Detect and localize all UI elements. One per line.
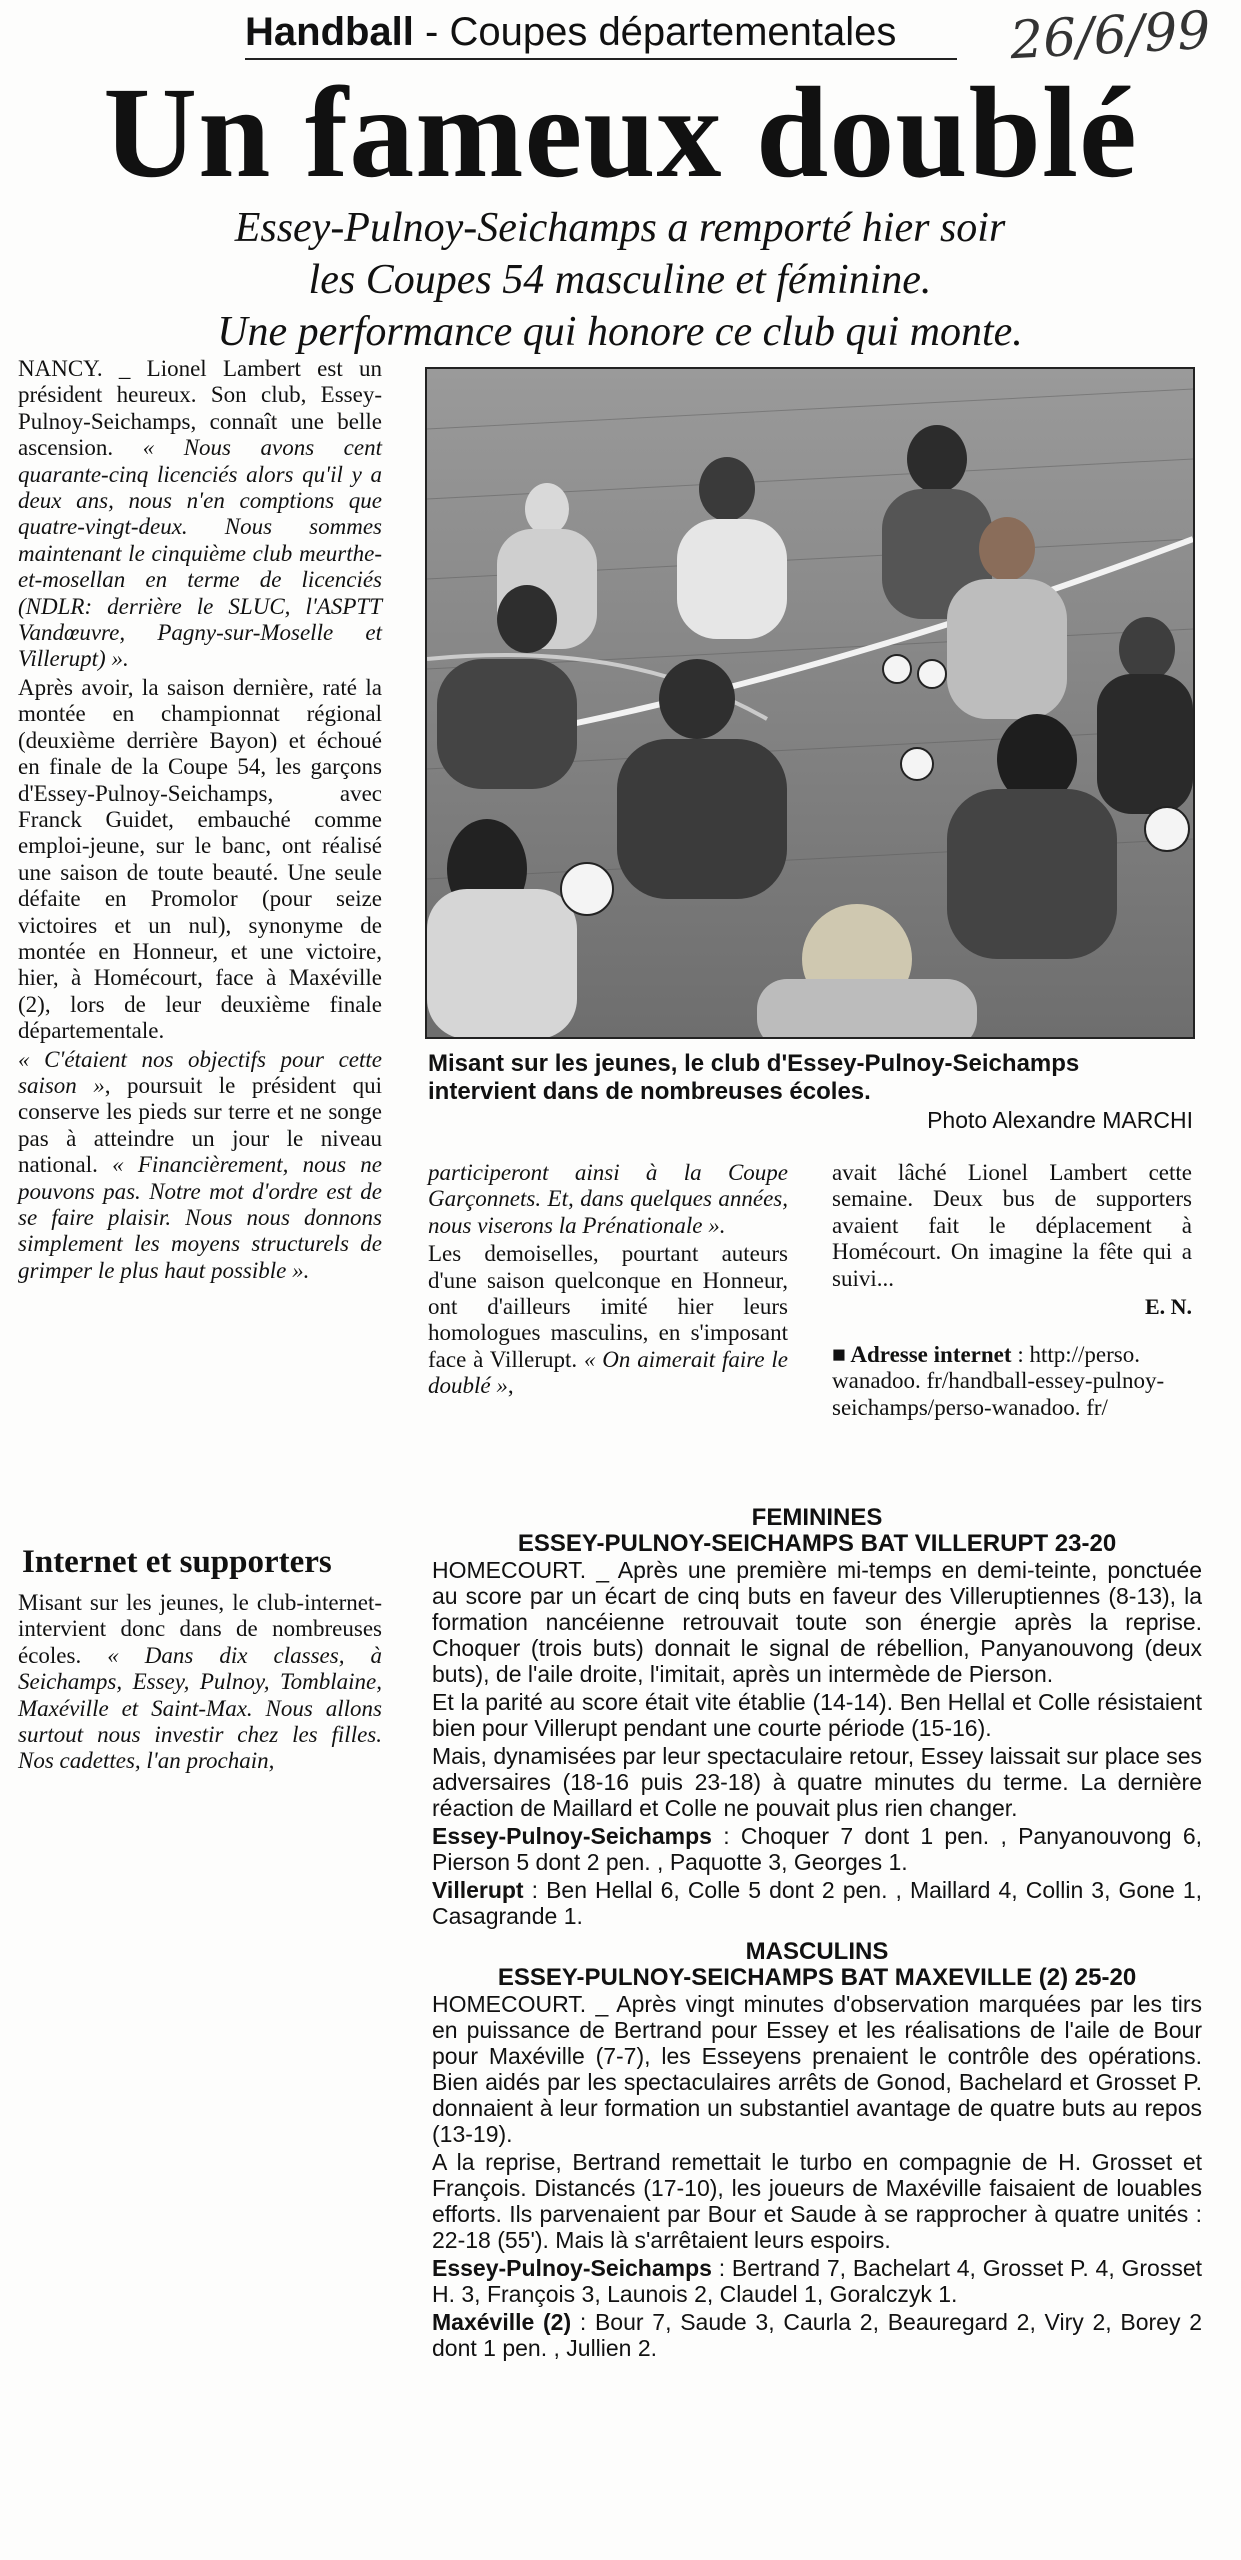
team-name: Maxéville (2) [432,2309,572,2335]
report-paragraph: HOMECOURT. _ Après vingt minutes d'observation marquées par les tirs en puissance de Bertrand pour Essey et les réalisations de l'aile de Bour pour Maxéville (7-7), les Esseyens prenaient le contrôle des opérations. Bien aidés par les spectaculaires arrêts de Gonod, Bachelard et Grosset P. donnaient à leur formation un substantiel avantage de quatre buts au repos (13-19). [432,1991,1202,2147]
subheading: Internet et supporters [22,1544,332,1580]
deck-line: les Coupes 54 masculine et féminine. [308,257,932,303]
article-column-right [832,1160,1192,1292]
paragraph-text: , poursuit le président qui conserve les pieds sur terre et ne songe pas à atteindre un jour le niveau national. [18,1072,382,1178]
paragraph-text: NANCY. _ Lionel Lambert est un président heureux. Son club, Essey-Pulnoy-Seichamps, connaît une belle ascension. [18,356,382,461]
quote-text: « Nous avons cent quarante-cinq licenciés alors qu'il y a deux ans, nous n'en comptions que quatre-vingt-deux. Nous sommes maintenant le cinquième club meurthe-et-mosellan en terme de licenciés (NDLR: derrière le SLUC, l'ASPTT Vandœuvre, Pagny-sur-Moselle et Villerupt) ». [18,435,382,672]
paragraph: avait lâché Lionel Lambert cette semaine. Deux bus de supporters avaient fait le déplacement à Homécourt. On imagine la fête qui a suivi... [832,1160,1192,1291]
team-name: Villerupt [432,1877,524,1903]
adresse-label: ■ Adresse internet [832,1342,1012,1367]
paragraph-text: Les demoiselles, pourtant auteurs d'une saison quelconque en Honneur, ont d'ailleurs imité hier leurs homologues masculins, en s'imposant face à Villerupt. [428,1241,788,1372]
team-name: Essey-Pulnoy-Seichamps [432,2255,712,2281]
report-paragraph: A la reprise, Bertrand remettait le turbo en compagnie de H. Grosset et François. Distancés (17-10), les joueurs de Maxéville faisaient de louables efforts. Ils parvenaient par Bour et Saude à se rapprocher à quatre unités : 22-18 (55'). Mais là s'arrêtaient leurs espoirs. [432,2149,1202,2253]
photo-caption: Misant sur les jeunes, le club d'Essey-Pulnoy-Seichamps intervient dans de nombreuses écoles. [428,1050,1080,1105]
scorers-line [432,1823,1202,1875]
paragraph-text: , [507,1373,514,1399]
article-column-mid [428,1160,788,1400]
deck [40,202,1200,358]
kicker-text: - Coupes départementales [413,10,897,54]
section-title-masculins: MASCULINS [745,1938,889,1965]
section-kicker [245,8,1005,56]
match-result-masculins: ESSEY-PULNOY-SEICHAMPS BAT MAXEVILLE (2) 25-20 [497,1964,1137,1991]
byline: E. N. [1144,1294,1192,1319]
paragraph [18,675,382,1045]
paragraph [18,1047,382,1285]
deck-line: Une performance qui honore ce club qui monte. [217,309,1023,355]
paragraph [18,1590,382,1775]
paragraph [18,356,382,673]
scorers-line [432,2309,1202,2361]
quote-text: participeront ainsi à la Coupe Garçonnets. Et, dans quelques années, nous viserons la Prénationale ». [428,1160,788,1238]
article-column-left-bottom [18,1590,382,1775]
report-paragraph: Mais, dynamisées par leur spectaculaire retour, Essey laissait sur place ses adversaires (18-16 puis 23-18) à quatre minutes du terme. La dernière réaction de Maillard et Colle ne pouvait plus rien changer. [432,1743,1202,1821]
photo-illustration [427,369,1193,1037]
paragraph-text: Après avoir, la saison dernière, raté la montée en championnat régional (deuxième derrière Bayon) et échoué en finale de la Coupe 54, les garçons d'Essey-Pulnoy-Seichamps, avec Franck Guidet, embauché comme emploi-jeune, sur le banc, ont réalisé une saison de toute beauté. Une seule défaite en Promolor (pour seize victoires et un nul), synonyme de montée en Honneur, et une victoire, hier, à Homécourt, face à Maxéville (2), lors de leur deuxième finale départementale. [18,674,382,1044]
deck-line: Essey-Pulnoy-Seichamps a remporté hier soir [234,205,1006,251]
paragraph [428,1160,788,1239]
scorers-line [432,2255,1202,2307]
quote-text: « Dans dix classes, à Seichamps, Essey, Pulnoy, Tomblaine, Maxéville et Saint-Max. Nous allons surtout nous investir chez les filles. Nos cadettes, l'an prochain, [18,1642,382,1774]
scorers: : Bertrand 7, Bachelart 4, Grosset P. 4, Grosset H. 3, François 3, Launois 2, Claudel 1, Goralczyk 1. [432,2255,1202,2307]
article-column-left [18,356,382,1284]
web-address [832,1342,1192,1421]
handwritten-date: 26/6/99 [1008,0,1212,72]
team-name: Essey-Pulnoy-Seichamps [432,1823,712,1849]
scorers: : Bour 7, Saude 3, Caurla 2, Beauregard 2, Viry 2, Borey 2 dont 1 pen. , Jullien 2. [432,2309,1202,2361]
paragraph [428,1241,788,1399]
quote-text: « Financièrement, nous ne pouvons pas. Notre mot d'ordre est de se faire plaisir. Nous nous donnons simplement les moyens structurels de grimper le plus haut possible ». [18,1152,383,1283]
paragraph [832,1342,1192,1421]
report-paragraph: HOMECOURT. _ Après une première mi-temps en demi-teinte, ponctuée au score par un écart de cinq buts en faveur des Villeruptiennes (8-13), la formation nancéienne retrouvait toute son énergie après la reprise. Choquer (trois buts) donnait le signal de rébellion, Panyanouvong (deux buts), de l'aile droite, l'imitait, après un intermède de Pierson. [432,1557,1202,1687]
scorers: : Choquer 7 dont 1 pen. , Panyanouvong 6, Pierson 5 dont 2 pen. , Paquotte 3, Georges 1. [432,1823,1202,1875]
match-reports [432,1505,1202,2363]
paragraph-text: Misant sur les jeunes, le club-internet-intervient donc dans de nombreuses écoles. [18,1590,382,1668]
section-title-feminines: FEMININES [751,1504,883,1531]
scorers: : Ben Hellal 6, Colle 5 dont 2 pen. , Maillard 4, Collin 3, Gone 1, Casagrande 1. [432,1877,1202,1929]
report-paragraph: Et la parité au score était vite établie (14-14). Ben Hellal et Colle résistaient bien pour Villerupt pendant une courte période (15-16). [432,1689,1202,1741]
photo [425,367,1195,1039]
quote-text: « On aimerait faire le doublé » [428,1346,789,1399]
quote-text: « C'étaient nos objectifs pour cette saison » [18,1046,382,1098]
kicker-bold: Handball [245,10,414,54]
adresse-value: : http://perso. wanadoo. fr/handball-essey-pulnoy-seichamps/perso-wanadoo. fr/ [832,1342,1165,1420]
match-result-feminines: ESSEY-PULNOY-SEICHAMPS BAT VILLERUPT 23-20 [517,1530,1117,1557]
scorers-line [432,1877,1202,1929]
headline: Un fameux doublé [103,61,1138,205]
photo-credit: Photo Alexandre MARCHI [927,1107,1193,1133]
